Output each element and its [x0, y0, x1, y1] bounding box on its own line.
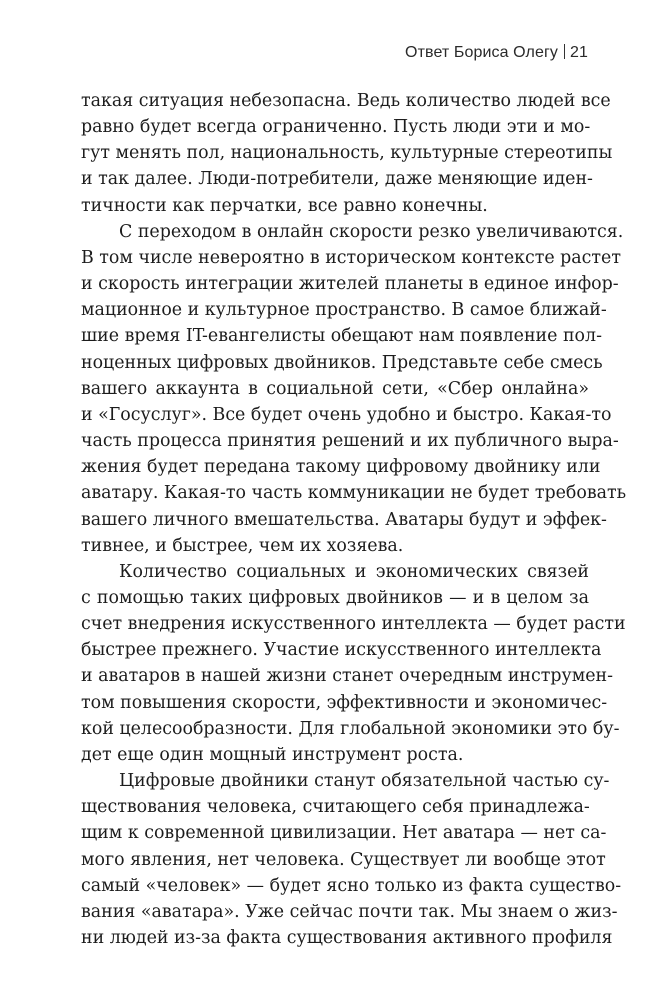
text-line: дет еще один мощный инструмент роста.	[81, 744, 464, 765]
text-line: вашего личного вмешательства. Аватары будут и эффек-	[81, 509, 607, 530]
text-line: такая ситуация небезопасна. Ведь количество людей все	[81, 91, 611, 111]
text-line: жения будет передана такому цифровому двойнику или	[81, 457, 601, 478]
text-line: ни людей из-за факта существования активного профиля	[81, 928, 613, 948]
running-header	[405, 44, 588, 62]
text-line: самый «человек» — будет ясно только из факта существо-	[81, 875, 622, 896]
text-line: и так далее. Люди-потребители, даже меняющие иден-	[81, 169, 593, 190]
text-line: Цифровые двойники станут обязательной частью су-	[119, 771, 610, 792]
text-line: мационное и культурное пространство. В самое ближай-	[81, 300, 607, 321]
text-line: с помощью таких цифровых двойников — и в целом за	[81, 587, 589, 608]
text-line: быстрее прежнего. Участие искусственного интеллекта	[81, 640, 602, 661]
chapter-title: Ответ Бориса Олегу	[405, 44, 558, 61]
text-line: ществования человека, считающего себя принадлежа-	[81, 797, 590, 818]
text-line: и скорость интеграции жителей планеты в единое инфор-	[81, 274, 619, 295]
text-line: счет внедрения искусственного интеллекта — будет расти	[81, 614, 626, 635]
paragraph	[81, 768, 622, 951]
paragraph	[81, 559, 626, 768]
body-text	[81, 88, 627, 951]
paragraph	[81, 219, 627, 559]
text-line: вания «аватара». Уже сейчас почти так. Мы знаем о жиз-	[81, 901, 618, 922]
text-line: вашего аккаунта в социальной сети, «Сбер онлайна»	[81, 378, 589, 399]
text-line: том повышения скорости, эффективности и экономичес-	[81, 692, 608, 713]
text-line: С переходом в онлайн скорости резко увеличиваются.	[119, 221, 624, 242]
header-divider	[564, 44, 565, 59]
text-line: часть процесса принятия решений и их публичного выра-	[81, 431, 619, 452]
page-number: 21	[570, 44, 588, 61]
text-line: кой целесообразности. Для глобальной экономики это бу-	[81, 718, 620, 739]
text-line: и аватаров в нашей жизни станет очередным инструмен-	[81, 666, 614, 687]
text-line: тичности как перчатки, все равно конечны.	[81, 195, 488, 216]
text-line: гут менять пол, национальность, культурные стереотипы	[81, 143, 613, 164]
text-line: и «Госуслуг». Все будет очень удобно и быстро. Какая-то	[81, 404, 612, 425]
paragraph	[81, 88, 613, 219]
text-line: щим к современной цивилизации. Нет аватара — нет са-	[81, 823, 607, 844]
text-line: равно будет всегда ограниченно. Пусть люди эти и мо-	[81, 117, 591, 138]
text-line: аватару. Какая-то часть коммуникации не будет требовать	[81, 483, 627, 504]
text-line: шие время IT-евангелисты обещают нам появление пол-	[81, 326, 602, 347]
text-line: Количество социальных и экономических связей	[119, 561, 589, 582]
text-line: В том числе невероятно в историческом контексте растет	[81, 247, 621, 268]
text-line: тивнее, и быстрее, чем их хозяева.	[81, 535, 404, 556]
text-line: мого явления, нет человека. Существует ли вообще этот	[81, 849, 606, 870]
text-line: ноценных цифровых двойников. Представьте себе смесь	[81, 352, 603, 373]
